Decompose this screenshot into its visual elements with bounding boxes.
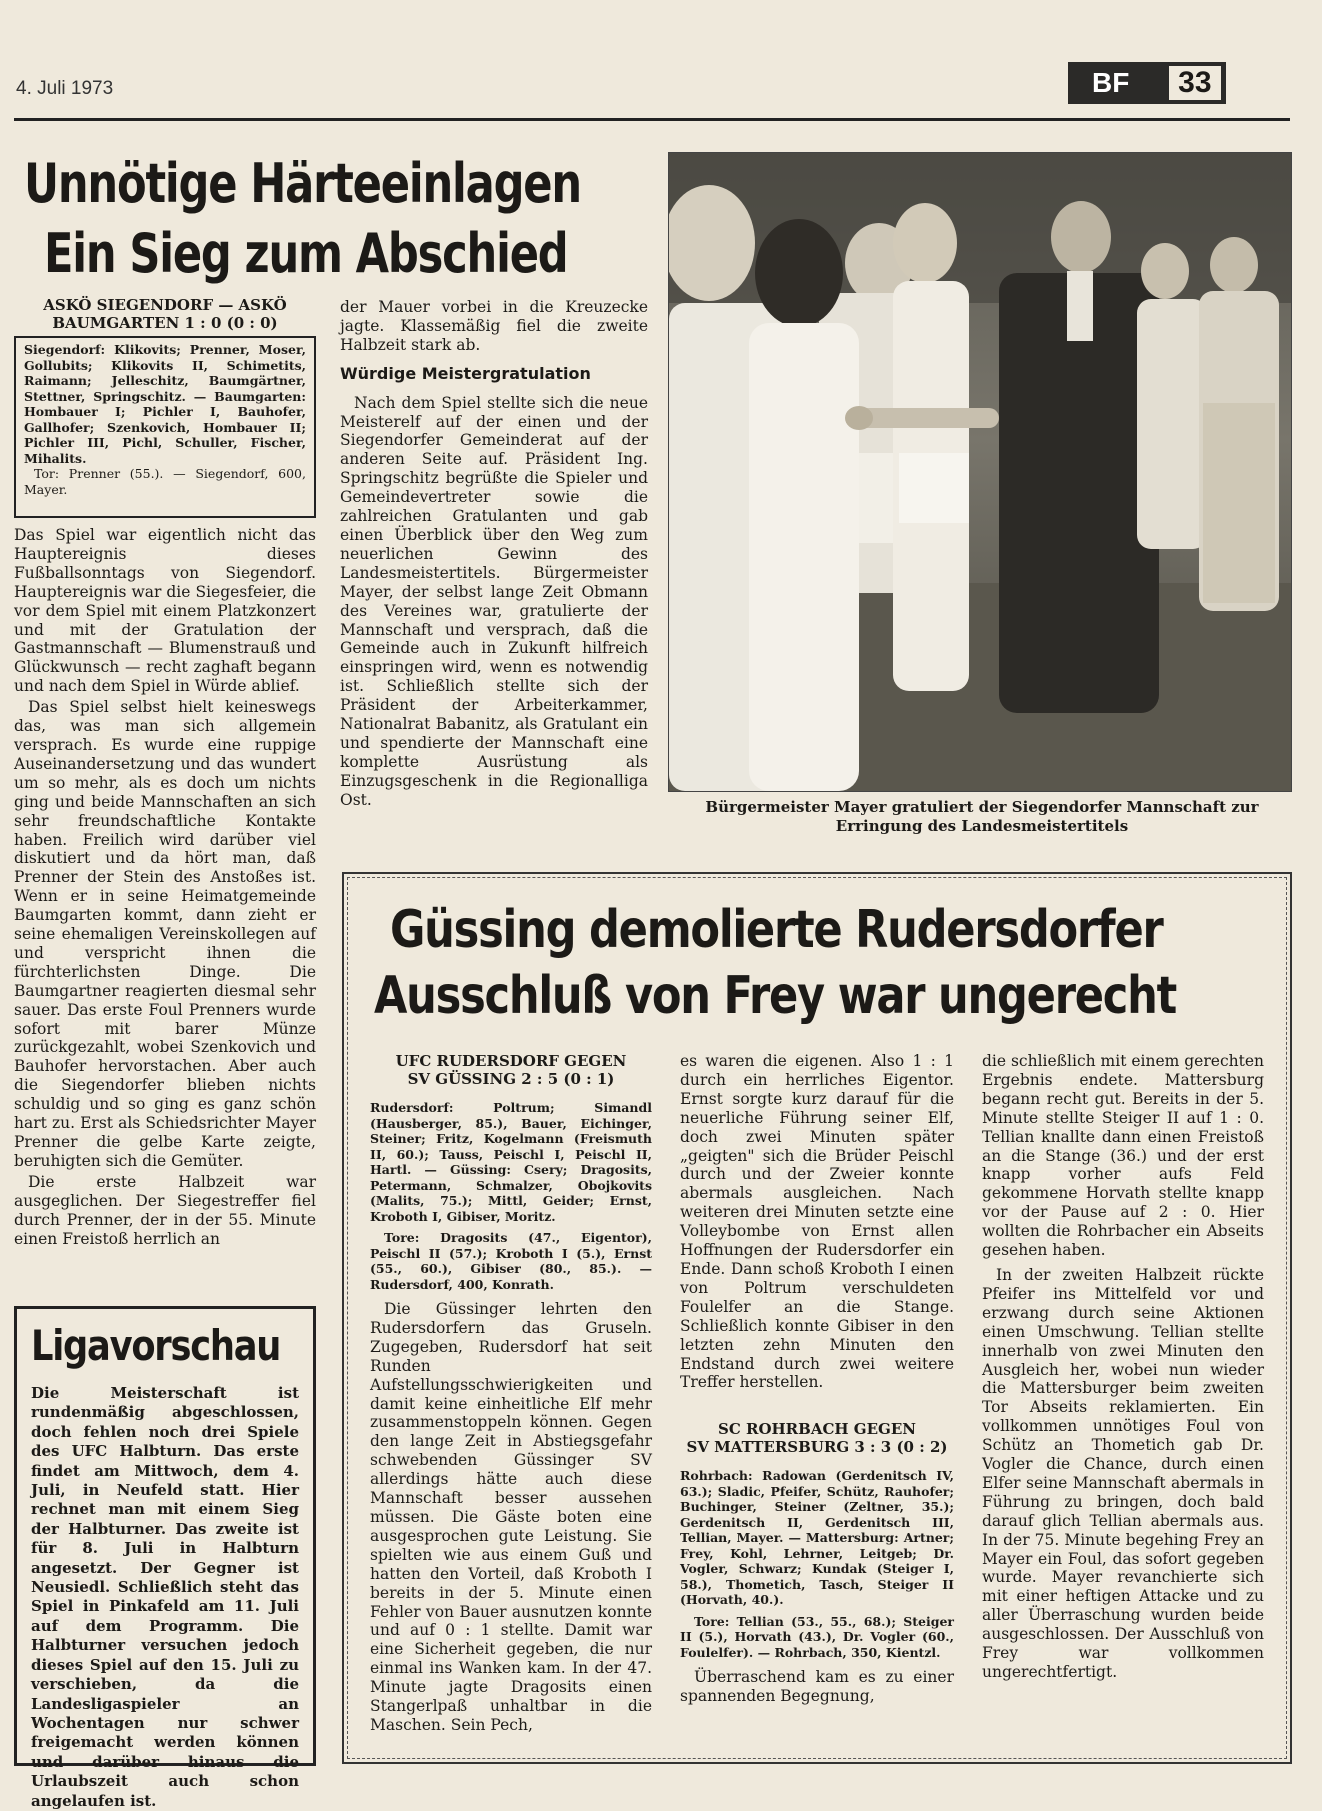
photo-caption: Bürgermeister Mayer gratuliert der Siegendorfer Mannschaft zur Erringung des Landesmeistertitels: [705, 798, 1259, 835]
ligavorschau-text: Die Meisterschaft ist rundenmäßig abgeschlossen, doch fehlen noch drei Spiele des UFC Halbturn. Das erste findet am Mittwoch, dem 4. Juli, in Neufeld statt. Hier rechnet man mit einem Sieg der Halbturner. Das zweite ist für 8. Juli in Halbturn angesetzt. Der Gegner ist Neusiedl. Schließlich steht das Spiel in Pinkafeld am 11. Juli auf dem Programm. Die Halbturner versuchen jedoch dieses Spiel auf den 15. Juli zu verschieben, da die Landesligaspieler an Wochentagen nur schwer freigemacht werden können und darüber hinaus die Urlaubszeit auch schon angelaufen ist.: [31, 1384, 299, 1810]
article2-column1: [370, 1052, 652, 1737]
article3-para1: Überraschend kam es zu einer spannenden Begegnung,: [680, 1668, 954, 1706]
article1-result-line2: BAUMGARTEN 1 : 0 (0 : 0): [52, 314, 278, 332]
article2-headline-line1: Güssing demolierte Rudersdorfer: [390, 900, 1163, 960]
article2-para1: Die Güssinger lehrten den Rudersdorfern das Gruseln. Zugegeben, Rudersdorf hat seit Runden Aufstellungsschwierigkeiten und damit keine einheitliche Elf mehr zusammenstoppeln können. Gegen den lange Zeit in Abstiegsgefahr schwebenden Güssinger SV allerdings hätte auch diese Mannschaft besser aussehen müssen. Die Gäste boten eine ausgesprochen gute Leistung. Sie spielten wie aus einem Guß und hatten den Vorteil, daß Kroboth I bereits in der 5. Minute einen Fehler von Bauer ausnutzen konnte und auf 0 : 1 stellte. Damit war eine Sicherheit gegeben, die nur einmal ins Wanken kam. In der 47. Minute jagte Dragosits einen Stangerlpaß unhaltbar in die Maschen. Sein Pech,: [370, 1300, 652, 1734]
article3-para2: die schließlich mit einem gerechten Ergebnis endete. Mattersburg begann recht gut. Bereits in der 5. Minute stellte Steiger II auf 1 : 0. Tellian knallte dann einen Freistoß an die Stange (36.) und der erst knapp vorher aufs Feld gekommene Horvath stellte knapp vor der Pause auf 2 : 0. Hier wollten die Rohrbacher ein Abseits gesehen haben.: [982, 1052, 1264, 1260]
article1-para3: Die erste Halbzeit war ausgeglichen. Der Siegestreffer fiel durch Prenner, der in der 55. Minute einen Freistoß herrlich an: [14, 1172, 316, 1248]
article3-column3: [982, 1052, 1264, 1684]
page-tag: [1068, 62, 1226, 104]
article1-result-line1: ASKÖ SIEGENDORF — ASKÖ: [43, 296, 287, 314]
article2-headline-line2: Ausschluß von Frey war ungerecht: [374, 966, 1176, 1026]
article3-lineup: Rohrbach: Radowan (Gerdenitsch IV, 63.); Sladic, Pfeifer, Schütz, Rauhofer; Buchinger, Steiner (Zeltner, 35.); Gerdenitsch II, Gerdenitsch III, Tellian, Mayer. — Mattersburg: Artner; Frey, Kohl, Lehrner, Leitgeb; Dr. Vogler, Schwarz; Kundak (Steiger I, 58.), Thometich, Tasch, Steiger II (Horvath, 40.).: [680, 1468, 954, 1608]
article2-result-line2: SV GÜSSING 2 : 5 (0 : 1): [407, 1070, 615, 1088]
article1-para2: Das Spiel selbst hielt keineswegs das, was man sich allgemein versprach. Es wurde eine ruppige Auseinandersetzung und das wundert um so mehr, als es doch um nichts ging und beide Mannschaften an sich sehr freundschaftliche Kontakte haben. Freilich wird darüber viel diskutiert und da hört man, daß Prenner der Stein des Anstoßes ist. Wenn er in seine Heimatgemeinde Baumgarten kommt, dann zieht er seine ehemaligen Vereinskollegen auf und verspricht ihnen die fürchterlichsten Dinge. Die Baumgartner reagierten diesmal sehr sauer. Das erste Foul Prenners wurde sofort mit barer Münze zurückgezahlt, wobei Szenkovich und Bauhofer hervorstachen. Aber auch die Siegendorfer blieben nichts schuldig und so ging es ganz schön hart zu. Erst als Schiedsrichter Mayer Prenner die gelbe Karte zeigte, beruhigten sich die Gemüter.: [14, 698, 316, 1170]
article1-para5: Nach dem Spiel stellte sich die neue Meisterelf auf der einen und der Siegendorfer Gemeinderat auf der anderen Seite auf. Präsident Ing. Springschitz begrüßte die Spieler und Gemeindevertreter sowie die zahlreichen Gratulanten und gab einen Überblick über den Weg zum neuerlichen Gewinn des Landesmeistertitels. Bürgermeister Mayer, der selbst lange Zeit Obmann des Vereines war, gratulierte der Mannschaft und versprach, daß die Gemeinde auch in Zukunft hilfreich einspringen wird, wenn es notwendig ist. Schließlich stellte sich der Präsident der Arbeiterkammer, Nationalrat Babanitz, als Gratulant ein und spendierte der Mannschaft eine komplette Ausrüstung als Einzugsgeschenk in die Regionalliga Ost.: [340, 393, 648, 809]
section-label: BF: [1092, 67, 1130, 98]
ligavorschau-title: Ligavorschau: [31, 1321, 281, 1370]
article1-column1: [14, 296, 316, 332]
article3-result-line1: SC ROHRBACH GEGEN: [717, 1420, 916, 1439]
page-number: 33: [1167, 64, 1223, 102]
article2-result-line1: UFC RUDERSDORF GEGEN: [395, 1052, 627, 1070]
article3-para3: In der zweiten Halbzeit rückte Pfeifer ins Mittelfeld vor und erzwang durch seine Aktionen einen Umschwung. Tellian stellte innerhalb von zwei Minuten den Ausgleich her, wobei nun wieder die Mattersburger beim zweiten Tor Abseits reklamierten. Ein vollkommen unnötiges Foul von Schütz an Thometich gab Dr. Vogler die Chance, durch einen Elfer seine Mannschaft abermals in Führung zu bringen, doch bald darauf glich Tellian abermals aus. In der 75. Minute begehing Frey an Mayer ein Foul, das sofort gegeben wurde. Mayer revanchierte sich mit einer heftigen Attacke und zu aller Überraschung wurden beide ausgeschlossen. Der Ausschluß von Frey war vollkommen ungerechtfertigt.: [982, 1265, 1264, 1681]
article2-column2: [680, 1052, 954, 1708]
article1-headline-line2: Ein Sieg zum Abschied: [44, 222, 568, 285]
ligavorschau-box: [14, 1306, 316, 1810]
article3-result-line2: SV MATTERSBURG 3 : 3 (0 : 2): [686, 1438, 948, 1457]
article2-goals: Tore: Dragosits (47., Eigentor), Peischl II (57.); Kroboth I (5.), Ernst (55., 60.), Gibiser (80., 85.). — Rudersdorf, 400, Konrath.: [370, 1230, 652, 1292]
article1-subhead: Würdige Meistergratulation: [340, 363, 591, 383]
ceremony-photo-image: [669, 153, 1291, 791]
article1-goals: Tor: Prenner (55.). — Siegendorf, 600, Mayer.: [24, 466, 306, 497]
article1-para4: der Mauer vorbei in die Kreuzecke jagte. Klassemäßig fiel die zweite Halbzeit stark ab.: [340, 298, 648, 354]
article2-lineup: Rudersdorf: Poltrum; Simandl (Hausberger, 85.), Bauer, Eichinger, Steiner; Fritz, Kogelmann (Freismuth II, 60.); Tauss, Peischl I, Peischl II, Hartl. — Güssing: Csery; Dragosits, Petermann, Schmalzer, Obojkovits (Malits, 75.); Mittl, Geider; Ernst, Kroboth I, Gibiser, Moritz.: [370, 1100, 652, 1224]
article1-lineup-box: [14, 336, 316, 518]
article3-goals: Tore: Tellian (53., 55., 68.); Steiger II (5.), Horvath (43.), Dr. Vogler (60., Foulelfer). — Rohrbach, 350, Kientzl.: [680, 1613, 954, 1660]
article1-body-col2: [340, 298, 648, 812]
article1-lineup: Siegendorf: Klikovits; Prenner, Moser, Gollubits; Klikovits II, Schimetits, Raimann; Jelleschitz, Baumgärtner, Stettner, Springschitz. — Baumgarten: Hombauer I; Pichler I, Bauhofer, Gallhofer; Szenkovich, Hombauer II; Pichler III, Pichl, Schuller, Fischer, Mihalits.: [24, 342, 306, 466]
article2-para2: es waren die eigenen. Also 1 : 1 durch ein herrliches Eigentor. Ernst sorgte kurz darauf für die neuerliche Führung seiner Elf, doch zwei Minuten später „geigten" sich die Brüder Peischl durch und der Zweier konnte abermals ausgleichen. Nach weiteren drei Minuten setzte eine Volleybombe von Ernst allen Hoffnungen der Rudersdorfer ein Ende. Dann schoß Kroboth I einen von Poltrum verschuldeten Foulelfer an die Stange. Schließlich konnte Gibiser in den letzten zehn Minuten den Endstand durch zwei weitere Treffer herstellen.: [680, 1052, 954, 1392]
article1-body-col1: [14, 526, 316, 1250]
ceremony-photo: [668, 152, 1292, 792]
article1-headline-line1: Unnötige Härteeinlagen: [24, 152, 581, 215]
header-rule: [14, 118, 1290, 121]
issue-date: 4. Juli 1973: [16, 78, 114, 99]
article1-para1: Das Spiel war eigentlich nicht das Hauptereignis dieses Fußballsonntags von Siegendorf. Hauptereignis war die Siegesfeier, die vor dem Spiel mit einem Platzkonzert und mit der Gratulation der Gastmannschaft — Blumenstrauß und Glückwunsch — recht zaghaft begann und nach dem Spiel in Würde ablief.: [14, 526, 316, 696]
